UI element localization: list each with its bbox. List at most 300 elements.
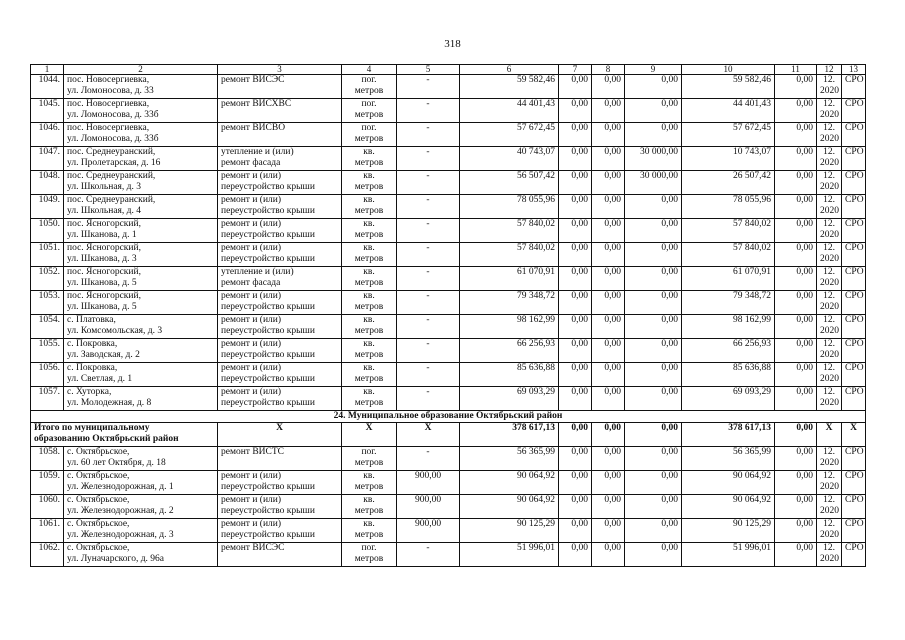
- volume-cell: -: [397, 339, 460, 363]
- cell-line: утепление и (или): [221, 147, 294, 157]
- cost-cell: 66 256,93: [460, 339, 559, 363]
- col-7-cell: 0,00: [559, 123, 592, 147]
- unit-cell: [342, 243, 397, 267]
- cost-cell: 79 348,72: [460, 291, 559, 315]
- cost-cell: 61 070,91: [460, 267, 559, 291]
- cell-line: кв.: [363, 471, 375, 481]
- unit-cell: [342, 123, 397, 147]
- work-type-cell: [218, 123, 342, 147]
- work-type-cell: [218, 75, 342, 99]
- cell-line: метров: [354, 554, 384, 564]
- cell-line: ремонт ВИСХВС: [221, 99, 292, 109]
- work-type-cell: [218, 195, 342, 219]
- cell-line: метров: [354, 86, 384, 96]
- col-8-cell: 0,00: [592, 495, 625, 519]
- cell-line: метров: [354, 158, 384, 168]
- cell-line: переустройство крыши: [221, 350, 315, 360]
- cost-cell: 56 507,42: [460, 171, 559, 195]
- col-11-cell: 0,00: [775, 195, 817, 219]
- work-type-cell: [218, 519, 342, 543]
- col-8-cell: 0,00: [592, 363, 625, 387]
- table-row: [31, 447, 866, 471]
- table-row: [31, 495, 866, 519]
- cell-line: ремонт и (или): [221, 243, 282, 253]
- row-number: 1061.: [31, 519, 64, 543]
- address-cell: [64, 447, 218, 471]
- deadline-cell: [817, 495, 842, 519]
- cell-line: метров: [354, 110, 384, 120]
- table-row: [31, 75, 866, 99]
- col-10-cell: 78 055,96: [682, 195, 775, 219]
- table-row: [31, 243, 866, 267]
- column-number: 10: [682, 65, 775, 75]
- cell-line: ул. Шканова, д. 1: [67, 230, 137, 240]
- cost-cell: 57 840,02: [460, 243, 559, 267]
- cell-line: ремонт ВИСЭС: [221, 543, 285, 553]
- col-9-cell: 0,00: [625, 291, 682, 315]
- column-number: 11: [775, 65, 817, 75]
- col-9-cell: 0,00: [625, 447, 682, 471]
- deadline-cell: [817, 447, 842, 471]
- total-col-8: 0,00: [592, 423, 625, 447]
- deadline-cell: [817, 195, 842, 219]
- cell-line: 12.: [823, 219, 835, 229]
- volume-cell: -: [397, 315, 460, 339]
- total-col-11: 0,00: [775, 423, 817, 447]
- col-11-cell: 0,00: [775, 147, 817, 171]
- col-9-cell: 30 000,00: [625, 171, 682, 195]
- contractor-cell: СРО: [842, 315, 866, 339]
- col-9-cell: 0,00: [625, 387, 682, 411]
- work-type-cell: [218, 387, 342, 411]
- cell-line: ул. Ломоносова, д. 33б: [67, 110, 159, 120]
- address-cell: [64, 267, 218, 291]
- total-volume: X: [397, 423, 460, 447]
- col-7-cell: 0,00: [559, 447, 592, 471]
- cell-line: пос. Среднеуранский,: [67, 195, 156, 205]
- municipality-total-row: [31, 423, 866, 447]
- cell-line: ремонт и (или): [221, 315, 282, 325]
- col-7-cell: 0,00: [559, 315, 592, 339]
- unit-cell: [342, 315, 397, 339]
- col-10-cell: 10 743,07: [682, 147, 775, 171]
- work-type-cell: [218, 471, 342, 495]
- col-8-cell: 0,00: [592, 195, 625, 219]
- col-10-cell: 66 256,93: [682, 339, 775, 363]
- col-9-cell: 0,00: [625, 75, 682, 99]
- row-number: 1055.: [31, 339, 64, 363]
- cell-line: метров: [354, 254, 384, 264]
- unit-cell: [342, 75, 397, 99]
- col-9-cell: 0,00: [625, 543, 682, 567]
- address-cell: [64, 495, 218, 519]
- cell-line: 2020: [820, 374, 839, 384]
- deadline-cell: [817, 543, 842, 567]
- cell-line: пог.: [361, 447, 377, 457]
- row-number: 1054.: [31, 315, 64, 339]
- work-type-cell: [218, 315, 342, 339]
- cell-line: 12.: [823, 267, 835, 277]
- deadline-cell: [817, 99, 842, 123]
- col-8-cell: 0,00: [592, 447, 625, 471]
- work-type-cell: [218, 363, 342, 387]
- cell-line: ул. Луначарского, д. 96а: [67, 554, 165, 564]
- col-10-cell: 98 162,99: [682, 315, 775, 339]
- cell-line: метров: [354, 506, 384, 516]
- table-row: [31, 519, 866, 543]
- cell-line: 2020: [820, 458, 839, 468]
- cell-line: 2020: [820, 554, 839, 564]
- volume-cell: -: [397, 219, 460, 243]
- cell-line: ремонт и (или): [221, 519, 282, 529]
- cell-line: переустройство крыши: [221, 326, 315, 336]
- col-7-cell: 0,00: [559, 243, 592, 267]
- cell-line: с. Покровка,: [67, 363, 118, 373]
- table-row: [31, 195, 866, 219]
- cost-cell: 98 162,99: [460, 315, 559, 339]
- table-row: [31, 267, 866, 291]
- total-cost: 378 617,13: [460, 423, 559, 447]
- col-10-cell: 90 125,29: [682, 519, 775, 543]
- column-number: 6: [460, 65, 559, 75]
- contractor-cell: СРО: [842, 75, 866, 99]
- col-8-cell: 0,00: [592, 99, 625, 123]
- col-8-cell: 0,00: [592, 123, 625, 147]
- volume-cell: 900,00: [397, 495, 460, 519]
- cell-line: ул. Шканова, д. 3: [67, 254, 137, 264]
- address-cell: [64, 339, 218, 363]
- col-10-cell: 57 672,45: [682, 123, 775, 147]
- cell-line: кв.: [363, 219, 375, 229]
- col-10-cell: 90 064,92: [682, 471, 775, 495]
- total-col-13: X: [842, 423, 866, 447]
- cell-line: ул. Школьная, д. 3: [67, 182, 141, 192]
- cell-line: ремонт и (или): [221, 387, 282, 397]
- cell-line: 2020: [820, 134, 839, 144]
- cost-cell: 90 064,92: [460, 495, 559, 519]
- cell-line: ул. Молодежная, д. 8: [67, 398, 152, 408]
- col-11-cell: 0,00: [775, 315, 817, 339]
- volume-cell: -: [397, 123, 460, 147]
- work-type-cell: [218, 147, 342, 171]
- cell-line: с. Октябрьское,: [67, 471, 130, 481]
- cell-line: 12.: [823, 147, 835, 157]
- col-9-cell: 0,00: [625, 99, 682, 123]
- cost-cell: 90 125,29: [460, 519, 559, 543]
- table-row: [31, 315, 866, 339]
- cell-line: 12.: [823, 519, 835, 529]
- col-8-cell: 0,00: [592, 147, 625, 171]
- col-11-cell: 0,00: [775, 387, 817, 411]
- cell-line: 2020: [820, 86, 839, 96]
- cell-line: метров: [354, 374, 384, 384]
- deadline-cell: [817, 123, 842, 147]
- col-11-cell: 0,00: [775, 519, 817, 543]
- contractor-cell: СРО: [842, 243, 866, 267]
- col-8-cell: 0,00: [592, 171, 625, 195]
- work-type-cell: [218, 339, 342, 363]
- contractor-cell: СРО: [842, 99, 866, 123]
- cost-cell: 85 636,88: [460, 363, 559, 387]
- unit-cell: [342, 339, 397, 363]
- address-cell: [64, 99, 218, 123]
- cell-line: утепление и (или): [221, 267, 294, 277]
- col-11-cell: 0,00: [775, 471, 817, 495]
- cost-cell: 90 064,92: [460, 471, 559, 495]
- table-row: [31, 171, 866, 195]
- cell-line: метров: [354, 482, 384, 492]
- cell-line: ремонт и (или): [221, 471, 282, 481]
- total-col-7: 0,00: [559, 423, 592, 447]
- col-7-cell: 0,00: [559, 339, 592, 363]
- cell-line: ул. Шканова, д. 5: [67, 278, 137, 288]
- unit-cell: [342, 363, 397, 387]
- volume-cell: -: [397, 447, 460, 471]
- cell-line: метров: [354, 398, 384, 408]
- contractor-cell: СРО: [842, 471, 866, 495]
- cell-line: ул. Школьная, д. 4: [67, 206, 141, 216]
- cell-line: ул. Железнодорожная, д. 1: [67, 482, 174, 492]
- deadline-cell: [817, 315, 842, 339]
- cell-line: кв.: [363, 315, 375, 325]
- row-number: 1044.: [31, 75, 64, 99]
- total-col-12: X: [817, 423, 842, 447]
- contractor-cell: СРО: [842, 195, 866, 219]
- cell-line: ул. Ломоносова, д. 33: [67, 86, 154, 96]
- cost-cell: 56 365,99: [460, 447, 559, 471]
- volume-cell: -: [397, 75, 460, 99]
- cell-line: пог.: [361, 543, 377, 553]
- col-9-cell: 0,00: [625, 123, 682, 147]
- col-10-cell: 56 365,99: [682, 447, 775, 471]
- row-number: 1050.: [31, 219, 64, 243]
- cell-line: переустройство крыши: [221, 374, 315, 384]
- cell-line: 2020: [820, 278, 839, 288]
- cell-line: пос. Ясногорский,: [67, 243, 141, 253]
- cell-line: ул. Ломоносова, д. 33б: [67, 134, 159, 144]
- cell-line: 2020: [820, 254, 839, 264]
- cell-line: ремонт и (или): [221, 495, 282, 505]
- cell-line: 12.: [823, 387, 835, 397]
- col-7-cell: 0,00: [559, 75, 592, 99]
- col-9-cell: 0,00: [625, 339, 682, 363]
- col-10-cell: 85 636,88: [682, 363, 775, 387]
- deadline-cell: [817, 519, 842, 543]
- row-number: 1048.: [31, 171, 64, 195]
- address-cell: [64, 387, 218, 411]
- volume-cell: -: [397, 291, 460, 315]
- col-11-cell: 0,00: [775, 447, 817, 471]
- cell-line: кв.: [363, 267, 375, 277]
- unit-cell: [342, 99, 397, 123]
- cell-line: переустройство крыши: [221, 206, 315, 216]
- col-11-cell: 0,00: [775, 291, 817, 315]
- cell-line: ремонт и (или): [221, 171, 282, 181]
- col-9-cell: 30 000,00: [625, 147, 682, 171]
- cell-line: кв.: [363, 171, 375, 181]
- table-row: [31, 339, 866, 363]
- cell-line: переустройство крыши: [221, 182, 315, 192]
- cell-line: метров: [354, 530, 384, 540]
- unit-cell: [342, 291, 397, 315]
- volume-cell: -: [397, 171, 460, 195]
- table-row: [31, 123, 866, 147]
- cell-line: 2020: [820, 350, 839, 360]
- address-cell: [64, 147, 218, 171]
- cell-line: с. Октябрьское,: [67, 519, 130, 529]
- table-row: [31, 471, 866, 495]
- total-unit: X: [342, 423, 397, 447]
- column-number: 2: [64, 65, 218, 75]
- total-work-type: X: [218, 423, 342, 447]
- deadline-cell: [817, 243, 842, 267]
- contractor-cell: СРО: [842, 123, 866, 147]
- cell-line: метров: [354, 350, 384, 360]
- table-row: [31, 387, 866, 411]
- column-number: 5: [397, 65, 460, 75]
- row-number: 1056.: [31, 363, 64, 387]
- address-cell: [64, 75, 218, 99]
- cell-line: пос. Ясногорский,: [67, 219, 141, 229]
- col-9-cell: 0,00: [625, 519, 682, 543]
- work-type-cell: [218, 243, 342, 267]
- col-8-cell: 0,00: [592, 75, 625, 99]
- col-10-cell: 69 093,29: [682, 387, 775, 411]
- cell-line: 12.: [823, 471, 835, 481]
- column-number: 12: [817, 65, 842, 75]
- cell-line: с. Покровка,: [67, 339, 118, 349]
- total-label-line: образованию Октябрьский район: [34, 434, 179, 444]
- column-number-row: [31, 65, 866, 75]
- cell-line: 12.: [823, 315, 835, 325]
- address-cell: [64, 471, 218, 495]
- col-9-cell: 0,00: [625, 243, 682, 267]
- cell-line: пос. Среднеуранский,: [67, 171, 156, 181]
- cell-line: ул. Пролетарская, д. 16: [67, 158, 161, 168]
- deadline-cell: [817, 363, 842, 387]
- cell-line: пог.: [361, 99, 377, 109]
- row-number: 1062.: [31, 543, 64, 567]
- deadline-cell: [817, 171, 842, 195]
- unit-cell: [342, 219, 397, 243]
- row-number: 1053.: [31, 291, 64, 315]
- total-col-10: 378 617,13: [682, 423, 775, 447]
- cell-line: 12.: [823, 495, 835, 505]
- volume-cell: -: [397, 543, 460, 567]
- unit-cell: [342, 171, 397, 195]
- table-row: [31, 543, 866, 567]
- volume-cell: -: [397, 363, 460, 387]
- volume-cell: -: [397, 243, 460, 267]
- col-7-cell: 0,00: [559, 519, 592, 543]
- address-cell: [64, 243, 218, 267]
- col-11-cell: 0,00: [775, 495, 817, 519]
- unit-cell: [342, 195, 397, 219]
- col-8-cell: 0,00: [592, 339, 625, 363]
- cell-line: ул. Железнодорожная, д. 2: [67, 506, 174, 516]
- cell-line: 2020: [820, 230, 839, 240]
- deadline-cell: [817, 339, 842, 363]
- col-9-cell: 0,00: [625, 471, 682, 495]
- contractor-cell: СРО: [842, 387, 866, 411]
- work-type-cell: [218, 495, 342, 519]
- row-number: 1049.: [31, 195, 64, 219]
- row-number: 1051.: [31, 243, 64, 267]
- contractor-cell: СРО: [842, 339, 866, 363]
- row-number: 1058.: [31, 447, 64, 471]
- col-11-cell: 0,00: [775, 267, 817, 291]
- row-number: 1060.: [31, 495, 64, 519]
- cell-line: ремонт фасада: [221, 158, 281, 168]
- col-9-cell: 0,00: [625, 495, 682, 519]
- cell-line: пос. Среднеуранский,: [67, 147, 156, 157]
- col-7-cell: 0,00: [559, 219, 592, 243]
- col-11-cell: 0,00: [775, 123, 817, 147]
- address-cell: [64, 219, 218, 243]
- contractor-cell: СРО: [842, 291, 866, 315]
- cell-line: переустройство крыши: [221, 482, 315, 492]
- contractor-cell: СРО: [842, 363, 866, 387]
- row-number: 1057.: [31, 387, 64, 411]
- address-cell: [64, 519, 218, 543]
- address-cell: [64, 363, 218, 387]
- repair-register-table: [30, 64, 866, 567]
- cell-line: кв.: [363, 339, 375, 349]
- row-number: 1059.: [31, 471, 64, 495]
- column-number: 4: [342, 65, 397, 75]
- contractor-cell: СРО: [842, 147, 866, 171]
- cell-line: ремонт ВИСВО: [221, 123, 286, 133]
- col-11-cell: 0,00: [775, 543, 817, 567]
- cell-line: кв.: [363, 243, 375, 253]
- col-10-cell: 90 064,92: [682, 495, 775, 519]
- cell-line: 12.: [823, 339, 835, 349]
- page-number: 318: [444, 38, 461, 50]
- cell-line: пос. Новосергиевка,: [67, 75, 150, 85]
- contractor-cell: СРО: [842, 495, 866, 519]
- cost-cell: 44 401,43: [460, 99, 559, 123]
- col-9-cell: 0,00: [625, 315, 682, 339]
- cell-line: 12.: [823, 363, 835, 373]
- col-9-cell: 0,00: [625, 363, 682, 387]
- col-11-cell: 0,00: [775, 75, 817, 99]
- row-number: 1047.: [31, 147, 64, 171]
- cell-line: кв.: [363, 147, 375, 157]
- cell-line: переустройство крыши: [221, 254, 315, 264]
- work-type-cell: [218, 543, 342, 567]
- cell-line: метров: [354, 278, 384, 288]
- unit-cell: [342, 543, 397, 567]
- col-7-cell: 0,00: [559, 291, 592, 315]
- unit-cell: [342, 387, 397, 411]
- cell-line: 12.: [823, 123, 835, 133]
- col-7-cell: 0,00: [559, 495, 592, 519]
- unit-cell: [342, 267, 397, 291]
- table-row: [31, 363, 866, 387]
- col-9-cell: 0,00: [625, 267, 682, 291]
- cell-line: ул. Шканова, д. 5: [67, 302, 137, 312]
- deadline-cell: [817, 147, 842, 171]
- cell-line: кв.: [363, 291, 375, 301]
- col-7-cell: 0,00: [559, 363, 592, 387]
- cell-line: 12.: [823, 75, 835, 85]
- col-10-cell: 26 507,42: [682, 171, 775, 195]
- cell-line: кв.: [363, 495, 375, 505]
- cell-line: метров: [354, 230, 384, 240]
- table-row: [31, 291, 866, 315]
- col-8-cell: 0,00: [592, 243, 625, 267]
- col-8-cell: 0,00: [592, 387, 625, 411]
